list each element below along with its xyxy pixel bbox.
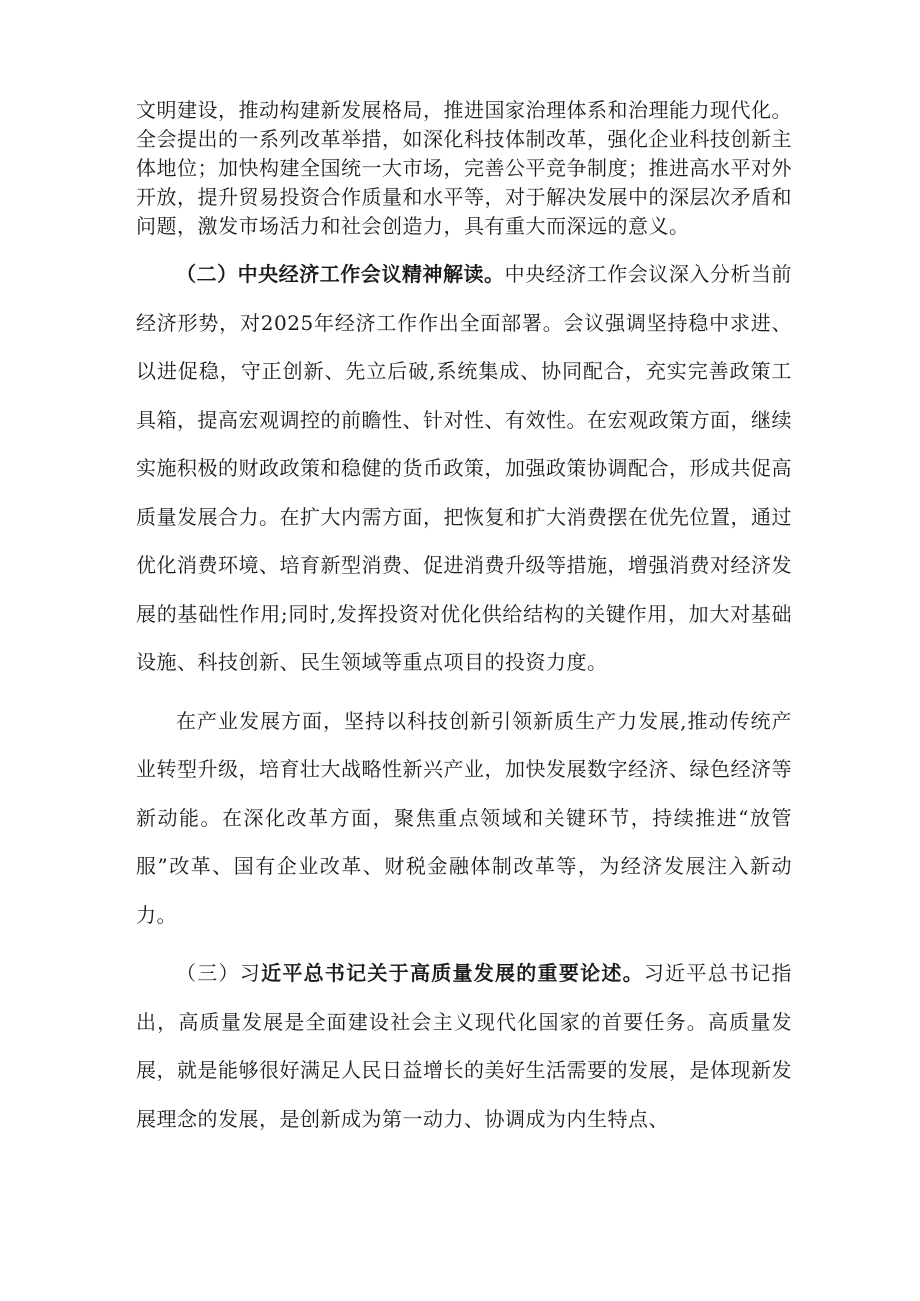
section-3-body: 习近平总书记指出，高质量发展是全面建设社会主义现代化国家的首要任务。高质量发展，就是能够很好满足人民日益增长的美好生活需要的发展，是体现新发展理念的发展，是创新成为第一动力、协调成为内生特点、 xyxy=(136,961,793,1131)
paragraph-industry: 在产业发展方面，坚持以科技创新引领新质生产力发展,推动传统产业转型升级，培育壮大战略性新兴产业，加快发展数字经济、绿色经济等新动能。在深化改革方面，聚焦重点领域和关键环节，持续推进“放管服”改革、国有企业改革、财税金融体制改革等，为经济发展注入新动力。 xyxy=(136,708,792,927)
document-page xyxy=(136,96,792,1153)
paragraph-section-2 xyxy=(136,250,792,687)
section-2-body: 中央经济工作会议深入分析当前经济形势，对2025年经济工作作出全面部署。会议强调坚持稳中求进、以进促稳，守正创新、先立后破,系统集成、协同配合，充实完善政策工具箱，提高宏观调控的前瞻性、针对性、有效性。在宏观政策方面，继续实施积极的财政政策和稳健的货币政策，加强政策协调配合，形成共促高质量发展合力。在扩大内需方面，把恢复和扩大消费摆在优先位置，通过优化消费环境、培育新型消费、促进消费升级等措施，增强消费对经济发展的基础性作用;同时,发挥投资对优化供给结构的关键作用，加大对基础设施、科技创新、民生领域等重点项目的投资力度。 xyxy=(136,262,793,674)
section-3-heading-prefix: （三）习 xyxy=(176,961,262,985)
section-3-heading: 近平总书记关于高质量发展的重要论述。 xyxy=(261,961,644,985)
paragraph-section-3 xyxy=(136,949,792,1143)
section-2-heading: （二）中央经济工作会议精神解读。 xyxy=(176,262,505,286)
paragraph-intro: 文明建设，推动构建新发展格局，推进国家治理体系和治理能力现代化。全会提出的一系列改革举措，如深化科技体制改革，强化企业科技创新主体地位；加快构建全国统一大市场，完善公平竞争制度；推进高水平对外开放，提升贸易投资合作质量和水平等，对于解决发展中的深层次矛盾和问题，激发市场活力和社会创造力，具有重大而深远的意义。 xyxy=(136,98,792,238)
